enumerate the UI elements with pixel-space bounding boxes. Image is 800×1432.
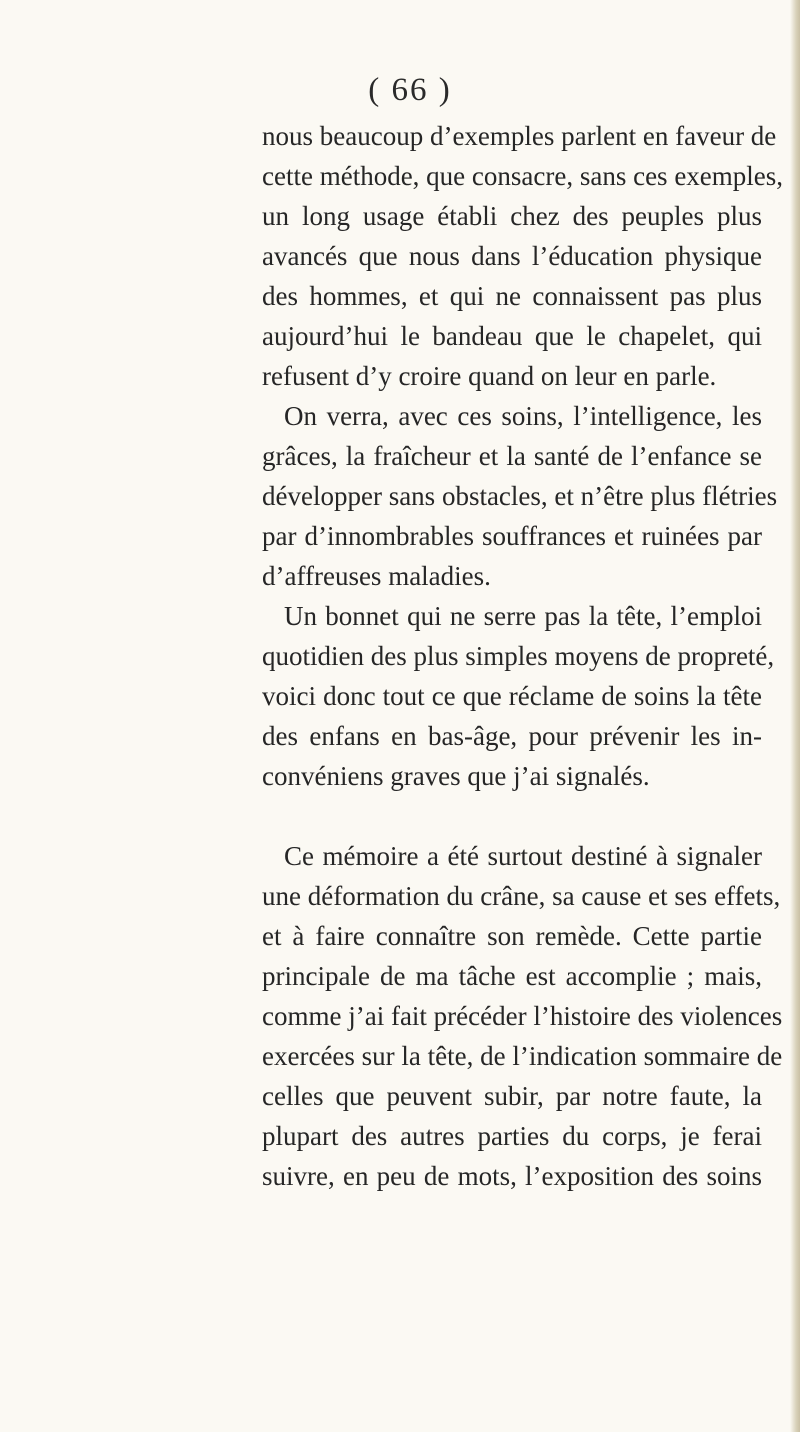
text-line: cette méthode, que consacre, sans ces exemples, <box>262 161 784 191</box>
text-line: un long usage établi chez des peuples plus <box>262 201 762 231</box>
text-line: celles que peuvent subir, par notre faute, la <box>262 1081 762 1111</box>
text-line: refusent d’y croire quand on leur en parle. <box>262 361 717 391</box>
text-line: et à faire connaître son remède. Cette partie <box>262 921 762 951</box>
text-line: des hommes, et qui ne connaissent pas plus <box>262 281 762 311</box>
text-line: On verra, avec ces soins, l’intelligence, les <box>284 401 762 431</box>
text-line: exercées sur la tête, de l’indication sommaire de <box>262 1041 783 1071</box>
text-line: suivre, en peu de mots, l’exposition des soins <box>262 1161 762 1191</box>
text-line: Ce mémoire a été surtout destiné à signaler <box>284 841 762 871</box>
text-line: quotidien des plus simples moyens de propreté, <box>262 641 775 671</box>
text-line: convéniens graves que j’ai signalés. <box>262 761 650 791</box>
page-edge <box>790 0 800 1432</box>
text-line: avancés que nous dans l’éducation physique <box>262 241 762 271</box>
text-line: par d’innombrables souffrances et ruinées par <box>262 521 762 551</box>
text-line: plupart des autres parties du corps, je ferai <box>262 1121 762 1151</box>
text-line: voici donc tout ce que réclame de soins la tête <box>262 681 762 711</box>
text-line: grâces, la fraîcheur et la santé de l’enfance se <box>262 441 762 471</box>
text-line: une déformation du crâne, sa cause et ses effets, <box>262 881 781 911</box>
text-line: nous beaucoup d’exemples parlent en faveur de <box>262 121 777 151</box>
page-number: ( 66 ) <box>368 72 452 108</box>
text-line: développer sans obstacles, et n’être plus flétries <box>262 481 778 511</box>
text-line: comme j’ai fait précéder l’histoire des violences <box>262 1001 783 1031</box>
text-line: Un bonnet qui ne serre pas la tête, l’emploi <box>284 601 762 631</box>
text-line: aujourd’hui le bandeau que le chapelet, qui <box>262 321 762 351</box>
paragraph-gap <box>262 796 762 836</box>
text-line: des enfans en bas-âge, pour prévenir les in- <box>262 721 762 751</box>
text-line: d’affreuses maladies. <box>262 561 491 591</box>
text-line: principale de ma tâche est accomplie ; mais, <box>262 961 762 991</box>
body-text <box>262 116 784 1196</box>
